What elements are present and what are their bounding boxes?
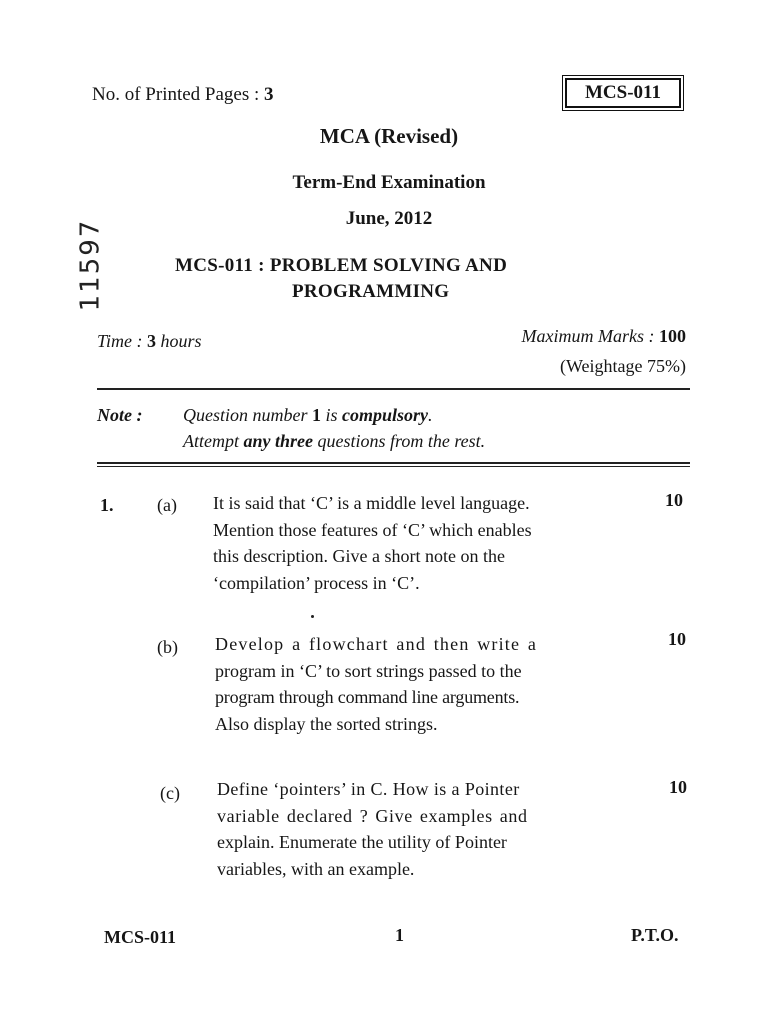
divider-top	[97, 388, 690, 390]
question-part-c-text	[217, 776, 657, 882]
question-part-b-text	[215, 631, 655, 737]
part-label-c: (c)	[160, 783, 180, 803]
text-line: program in ‘C’ to sort strings passed to the	[215, 660, 522, 681]
note-question-number: 1	[312, 405, 321, 425]
question-part-a-text	[213, 490, 653, 596]
note-text: Question number	[183, 405, 312, 425]
text-line: Develop a flowchart and then write a	[215, 634, 538, 654]
note-compulsory: compulsory	[342, 405, 429, 425]
time-unit: hours	[156, 331, 202, 351]
text-line: It is said that ‘C’ is a middle level language.	[213, 493, 530, 513]
note-line-1	[183, 405, 433, 426]
printed-pages	[92, 84, 274, 106]
question-number: 1.	[100, 495, 114, 515]
footer-paper-code: MCS-011	[104, 927, 176, 947]
divider-double-top	[97, 462, 690, 464]
side-serial-number: 11597	[75, 218, 106, 312]
text-line: Define ‘pointers’ in C. How is a Pointer	[217, 779, 520, 799]
time-value: 3	[147, 331, 157, 351]
stray-mark	[311, 615, 314, 618]
time-allowed	[97, 331, 202, 352]
text-line: this description. Give a short note on the	[213, 546, 505, 566]
weightage: (Weightage 75%)	[560, 356, 686, 376]
course-title-line2: PROGRAMMING	[292, 281, 450, 302]
note-text: .	[428, 405, 433, 425]
text-line: Also display the sorted strings.	[215, 713, 438, 734]
note-text: is	[321, 405, 343, 425]
programme-title: MCA (Revised)	[319, 124, 459, 148]
part-label-b: (b)	[157, 637, 178, 657]
note-text: Attempt	[183, 431, 244, 451]
exam-title: Term-End Examination	[292, 172, 486, 193]
text-line: Mention those features of ‘C’ which enables	[213, 519, 532, 540]
text-line: program through command line arguments.	[215, 687, 520, 707]
note-text: questions from the rest.	[313, 431, 486, 451]
printed-pages-label: No. of Printed Pages :	[92, 84, 265, 105]
part-label-a: (a)	[157, 495, 177, 515]
time-label: Time :	[97, 331, 148, 351]
marks-a: 10	[665, 490, 683, 510]
marks-c: 10	[669, 777, 687, 797]
printed-pages-value: 3	[264, 84, 274, 105]
note-line-2	[183, 431, 485, 452]
marks-b: 10	[668, 629, 686, 649]
text-line: explain. Enumerate the utility of Pointer	[217, 832, 507, 852]
note-any-three: any three	[243, 431, 313, 451]
footer-pto: P.T.O.	[631, 925, 679, 945]
footer-page-number: 1	[395, 925, 404, 945]
text-line: variables, with an example.	[217, 858, 415, 879]
max-marks-label: Maximum Marks :	[521, 326, 659, 346]
text-line: variable declared ? Give examples and	[217, 805, 528, 826]
note-label: Note :	[97, 405, 143, 425]
paper-code-box: MCS-011	[565, 78, 681, 108]
text-line: ‘compilation’ process in ‘C’.	[213, 572, 420, 593]
course-title-line1: MCS-011 : PROBLEM SOLVING AND	[175, 255, 508, 276]
max-marks-value: 100	[659, 326, 686, 346]
maximum-marks	[522, 326, 686, 347]
exam-date: June, 2012	[345, 208, 433, 229]
divider-double-bottom	[97, 466, 690, 467]
